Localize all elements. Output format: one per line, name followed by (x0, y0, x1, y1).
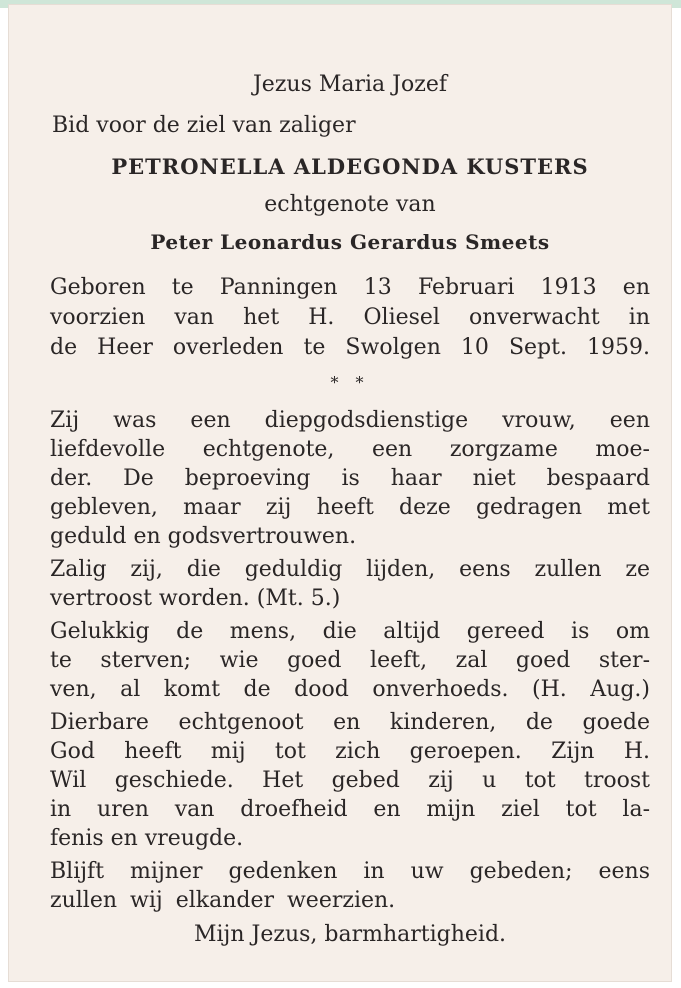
body-line: te sterven; wie goed leeft, zal goed ster- (50, 648, 650, 673)
body-line: Zalig zij, die geduldig lijden, eens zullen ze (50, 557, 650, 582)
memorial-card (8, 4, 672, 982)
biography-line: Geboren te Panningen 13 Februari 1913 en (50, 275, 650, 300)
body-line: gebleven, maar zij heeft deze gedragen met (50, 495, 650, 520)
body-line: der. De beproeving is haar niet bespaard (50, 466, 650, 491)
body-line: liefdevolle echtgenote, een zorgzame moe- (50, 437, 650, 462)
biography-line: voorzien van het H. Oliesel onverwacht in (50, 305, 650, 330)
body-line: vertroost worden. (Mt. 5.) (50, 586, 341, 611)
body-line: Blijft mijner gedenken in uw gebeden; eens (50, 859, 650, 884)
body-line: Dierbare echtgenoot en kinderen, de goede (50, 710, 650, 735)
invocation: Jezus Maria Jozef (252, 72, 447, 97)
body-line: God heeft mij tot zich geroepen. Zijn H. (50, 739, 650, 764)
body-line: fenis en vreugde. (50, 826, 244, 851)
deceased-name: PETRONELLA ALDEGONDA KUSTERS (111, 154, 589, 179)
closing-prayer: Mijn Jezus, barmhartigheid. (193, 922, 507, 947)
body-line: Zij was een diepgodsdienstige vrouw, een (50, 408, 650, 433)
body-line: in uren van droefheid en mijn ziel tot la- (50, 797, 650, 822)
body-line: ven, al komt de dood onverhoeds. (H. Aug.) (50, 677, 650, 702)
spouse-name: Peter Leonardus Gerardus Smeets (150, 230, 550, 254)
body-line: geduld en godsvertrouwen. (50, 524, 357, 549)
spouse-of-label: echtgenote van (264, 192, 436, 217)
prayer-intro: Bid voor de ziel van zaliger (52, 113, 356, 138)
body-line: Gelukkig de mens, die altijd gereed is om (50, 619, 650, 644)
body-line: zullen wij elkander weerzien. (50, 888, 396, 913)
separator-stars: * * (330, 373, 370, 392)
body-line: Wil geschiede. Het gebed zij u tot troost (50, 768, 650, 793)
biography-line: de Heer overleden te Swolgen 10 Sept. 1959. (50, 335, 650, 360)
